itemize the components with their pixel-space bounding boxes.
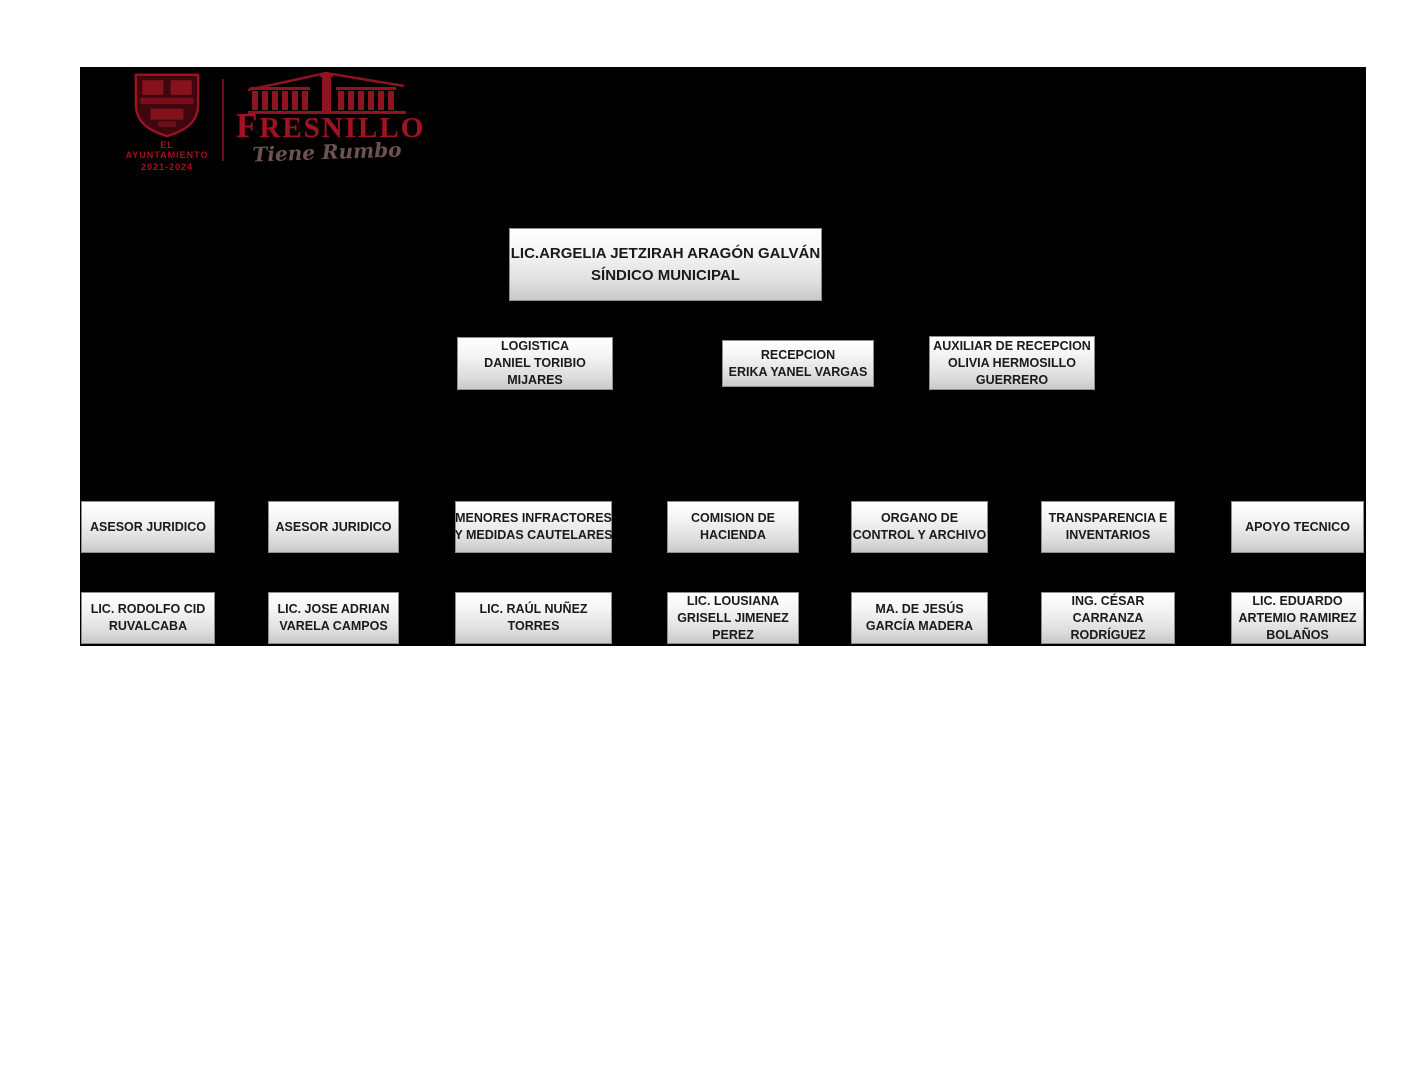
org-box-auxiliar-recepcion	[929, 336, 1095, 390]
org-box-organo-control-archivo	[851, 501, 988, 553]
brand-name: FRESNILLO	[236, 106, 426, 145]
org-box-jesus-garcia-madera	[851, 592, 988, 644]
org-box-asesor-juridico-2	[268, 501, 399, 553]
org-box-lousiana-grisell	[667, 592, 799, 644]
org-box-line: ING. CÉSAR	[1071, 593, 1145, 608]
org-box-line: MIJARES	[507, 373, 563, 387]
org-box-line: DANIEL TORIBIO	[484, 356, 586, 370]
org-box-line: GRISELL JIMENEZ	[677, 610, 789, 625]
org-box-logistica	[457, 337, 613, 390]
org-box-line: MENORES INFRACTORES	[455, 511, 612, 525]
org-box-line: TORRES	[507, 619, 560, 633]
org-box-line: HACIENDA	[700, 528, 766, 542]
org-box-line: TRANSPARENCIA E	[1048, 511, 1168, 525]
org-box-line: MA. DE JESÚS	[875, 602, 964, 616]
crest-caption-line1: EL AYUNTAMIENTO	[125, 140, 209, 160]
org-box-line: PEREZ	[712, 627, 754, 642]
org-box-line: CONTROL Y ARCHIVO	[852, 528, 987, 542]
org-box-line: ASESOR JURIDICO	[90, 519, 206, 534]
brand-tagline: Tiene Rumbo	[252, 137, 402, 167]
org-box-line: OLIVIA HERMOSILLO	[947, 355, 1076, 370]
org-box-line: LIC. LOUSIANA	[686, 593, 780, 608]
org-box-line: APOYO TECNICO	[1245, 519, 1350, 534]
org-box-line: ORGANO DE	[880, 511, 959, 525]
org-box-line: RODRÍGUEZ	[1070, 627, 1146, 642]
org-box-raul-nunez	[455, 592, 612, 644]
logo-divider	[222, 79, 224, 161]
org-box-comision-hacienda	[667, 501, 799, 553]
org-box-line: LIC.ARGELIA JETZIRAH ARAGÓN GALVÁN	[510, 244, 821, 262]
brand-block	[236, 71, 426, 167]
org-chart-canvas	[80, 67, 1366, 646]
org-box-asesor-juridico-1	[81, 501, 215, 553]
org-box-menores-infractores	[455, 501, 612, 553]
org-box-line: VARELA CAMPOS	[279, 619, 388, 633]
municipal-crest	[124, 72, 210, 172]
org-box-eduardo-artemio	[1231, 592, 1364, 644]
org-box-apoyo-tecnico	[1231, 501, 1364, 553]
org-box-cesar-carranza	[1041, 592, 1175, 644]
org-box-line: LOGISTICA	[500, 339, 570, 353]
crest-shield-icon	[124, 72, 210, 138]
org-box-sindico-municipal	[509, 228, 822, 301]
org-box-line: Y MEDIDAS CAUTELARES	[454, 528, 613, 542]
org-box-line: INVENTARIOS	[1065, 528, 1151, 542]
org-box-line: LIC. RODOLFO CID	[90, 602, 206, 616]
crest-caption-line2: 2021-2024	[140, 162, 194, 172]
org-box-transparencia-inventarios	[1041, 501, 1175, 553]
org-box-line: ASESOR JURIDICO	[275, 519, 392, 534]
org-box-jose-adrian-varela	[268, 592, 399, 644]
org-box-line: GARCÍA MADERA	[865, 619, 974, 633]
org-box-line: BOLAÑOS	[1266, 627, 1329, 642]
org-box-line: RECEPCION	[760, 347, 836, 362]
org-box-line: ARTEMIO RAMIREZ	[1238, 610, 1357, 625]
org-box-line: LIC. JOSE ADRIAN	[277, 602, 390, 616]
org-box-line: GUERRERO	[975, 372, 1049, 387]
org-box-line: COMISION DE	[690, 511, 776, 525]
monument-icon	[236, 71, 418, 115]
org-box-line: SÍNDICO MUNICIPAL	[591, 266, 740, 284]
org-box-recepcion	[722, 340, 874, 387]
org-box-line: CARRANZA	[1072, 610, 1144, 625]
org-box-line: RUVALCABA	[108, 619, 188, 633]
org-box-line: LIC. RAÚL NUÑEZ	[479, 602, 588, 616]
org-box-line: AUXILIAR DE RECEPCION	[933, 338, 1091, 353]
org-box-rodolfo-cid	[81, 592, 215, 644]
org-box-line: LIC. EDUARDO	[1252, 593, 1343, 608]
org-box-line: ERIKA YANEL VARGAS	[728, 364, 868, 379]
